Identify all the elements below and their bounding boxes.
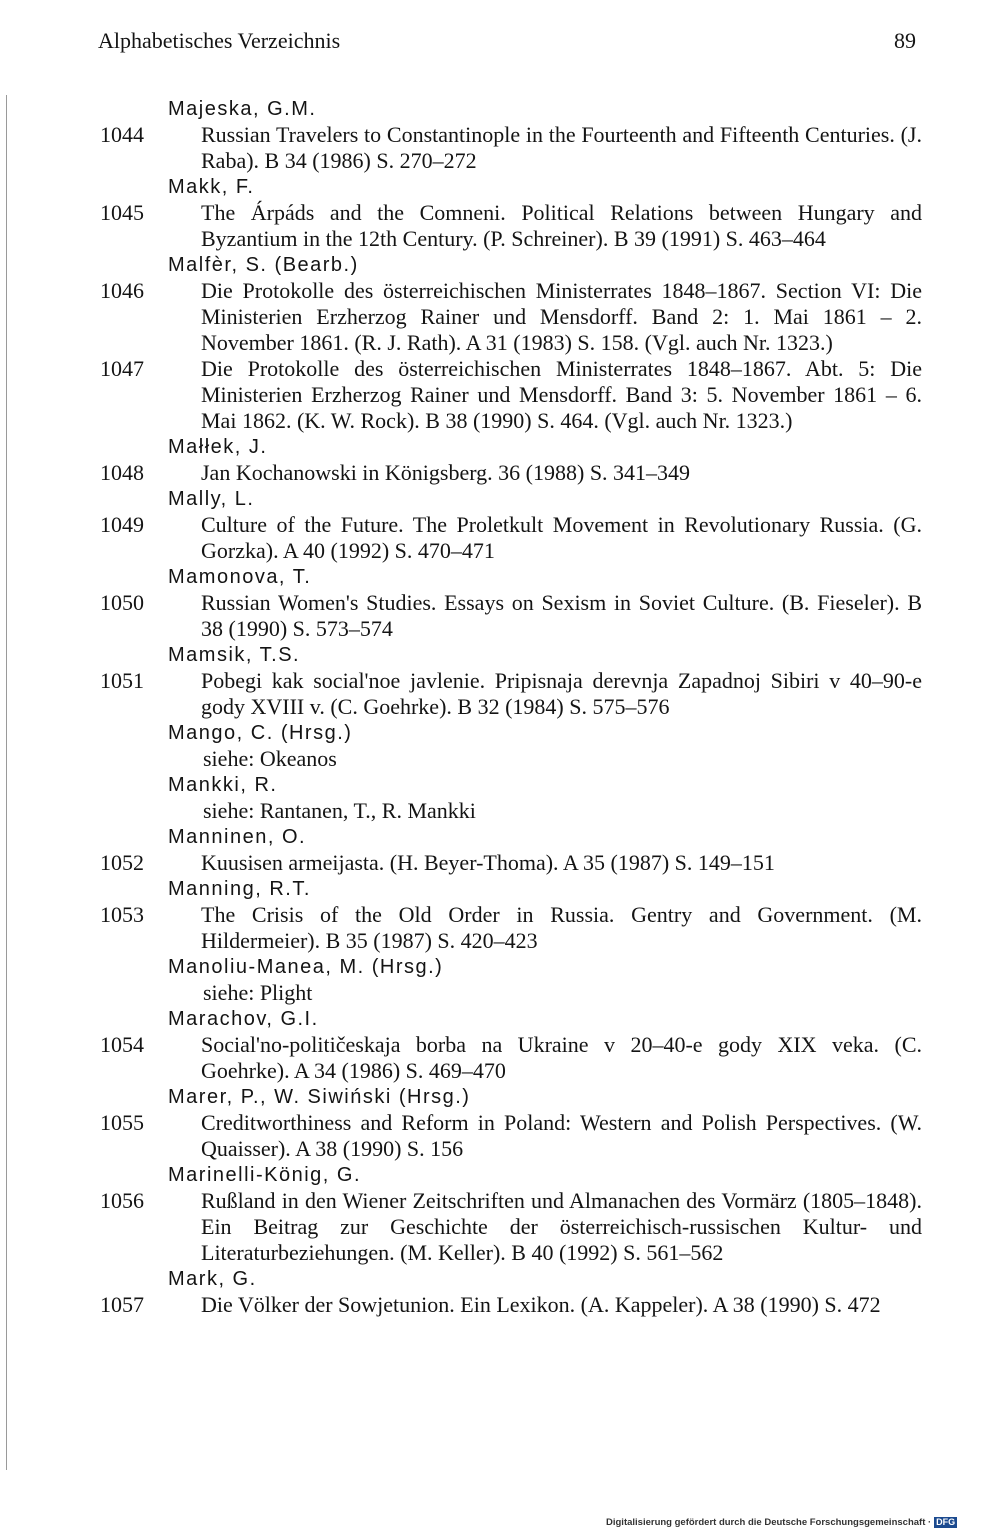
entry-number: 1048 (100, 460, 144, 485)
author-heading: Mango, C. (Hrsg.) (168, 722, 353, 744)
entry-text: Die Protokolle des österreichischen Ministerrates 1848–1867. Section VI: Die Ministerien Erzherzog Rainer und Mensdorff. Band 2: 1. Mai 1861 – 2. November 1861. (R. J. Rath). A 31 (1983) S. 158. (Vgl. auch Nr. 1323.) (201, 278, 922, 355)
entry-number: 1057 (100, 1292, 144, 1317)
entry-number: 1046 (100, 278, 144, 303)
index-entry (100, 590, 922, 642)
entry-text: Jan Kochanowski in Königsberg. 36 (1988) S. 341–349 (201, 460, 691, 485)
entry-text: Pobegi kak social'noe javlenie. Pripisnaja derevnja Zapadnoj Sibiri v 40–90-e gody XVIII v. (C. Goehrke). B 32 (1984) S. 575–576 (201, 668, 922, 719)
entry-text: The Crisis of the Old Order in Russia. Gentry and Government. (M. Hildermeier). B 35 (1987) S. 420–423 (201, 902, 922, 953)
page-number: 89 (894, 28, 916, 53)
entry-text: Social'no-političeskaja borba na Ukraine v 20–40-e gody XIX veka. (C. Goehrke). A 34 (1986) S. 469–470 (201, 1032, 922, 1083)
author-heading: Majeska, G.M. (168, 98, 317, 120)
entry-number: 1050 (100, 590, 144, 615)
index-entry (100, 1032, 922, 1084)
index-entry (100, 1110, 922, 1162)
cross-reference: siehe: Okeanos (203, 746, 337, 771)
index-entry (100, 850, 922, 876)
entry-text: Die Völker der Sowjetunion. Ein Lexikon. (A. Kappeler). A 38 (1990) S. 472 (201, 1292, 881, 1317)
author-heading: Mally, L. (168, 488, 255, 510)
author-heading: Małłek, J. (168, 436, 268, 458)
index-entry (100, 512, 922, 564)
entry-number: 1052 (100, 850, 144, 875)
index-entry (100, 668, 922, 720)
index-entry (100, 902, 922, 954)
entry-text: Creditworthiness and Reform in Poland: Western and Polish Perspectives. (W. Quaisser). A 38 (1990) S. 156 (201, 1110, 922, 1161)
entry-text: Culture of the Future. The Proletkult Movement in Revolutionary Russia. (G. Gorzka). A 40 (1992) S. 470–471 (201, 512, 922, 563)
entry-text: Russian Women's Studies. Essays on Sexism in Soviet Culture. (B. Fieseler). B 38 (1990) S. 573–574 (201, 590, 922, 641)
index-entry (100, 1292, 922, 1318)
running-head: Alphabetisches Verzeichnis (98, 28, 341, 53)
author-heading: Makk, F. (168, 176, 255, 198)
author-heading: Manning, R.T. (168, 878, 311, 900)
index-entry (100, 122, 922, 174)
author-heading: Marer, P., W. Siwiński (Hrsg.) (168, 1086, 471, 1108)
entry-number: 1054 (100, 1032, 144, 1057)
entry-number: 1056 (100, 1188, 144, 1213)
entry-number: 1044 (100, 122, 144, 147)
author-heading: Mankki, R. (168, 774, 278, 796)
entry-text: Rußland in den Wiener Zeitschriften und Almanachen des Vormärz (1805–1848). Ein Beitrag zur Geschichte der österreichisch-russischen Kultur- und Literaturbeziehungen. (M. Keller). B 40 (1992) S. 561–562 (201, 1188, 922, 1265)
author-heading: Manoliu-Manea, M. (Hrsg.) (168, 956, 444, 978)
entry-number: 1051 (100, 668, 144, 693)
entry-number: 1053 (100, 902, 144, 927)
cross-reference: siehe: Plight (203, 980, 313, 1005)
index-entry (100, 1188, 922, 1266)
author-heading: Manninen, O. (168, 826, 307, 848)
entry-text: Russian Travelers to Constantinople in the Fourteenth and Fifteenth Centuries. (J. Raba). B 34 (1986) S. 270–272 (201, 122, 922, 173)
footer-text: Digitalisierung gefördert durch die Deutsche Forschungsgemeinschaft · (606, 1517, 932, 1529)
entry-text: Die Protokolle des österreichischen Ministerrates 1848–1867. Abt. 5: Die Ministerien Erzherzog Rainer und Mensdorff. Band 3: 5. November 1861 – 6. Mai 1862. (K. W. Rock). B 38 (1990) S. 464. (Vgl. auch Nr. 1323.) (201, 356, 922, 433)
index-entries (100, 96, 922, 1318)
author-heading: Marinelli-König, G. (168, 1164, 362, 1186)
author-heading: Malfèr, S. (Bearb.) (168, 254, 359, 276)
digitization-footer (606, 1517, 957, 1528)
index-entry (100, 200, 922, 252)
dfg-logo: DFG (936, 1517, 956, 1527)
author-heading: Mamsik, T.S. (168, 644, 301, 666)
index-entry (100, 356, 922, 434)
entry-number: 1047 (100, 356, 144, 381)
author-heading: Marachov, G.I. (168, 1008, 319, 1030)
index-entry (100, 278, 922, 356)
author-heading: Mark, G. (168, 1268, 257, 1290)
page-edge-line (6, 95, 7, 1470)
index-entry (100, 460, 922, 486)
entry-text: The Árpáds and the Comneni. Political Relations between Hungary and Byzantium in the 12th Century. (P. Schreiner). B 39 (1991) S. 463–464 (201, 200, 922, 251)
entry-number: 1055 (100, 1110, 144, 1135)
entry-text: Kuusisen armeijasta. (H. Beyer-Thoma). A 35 (1987) S. 149–151 (201, 850, 775, 875)
cross-reference: siehe: Rantanen, T., R. Mankki (203, 798, 476, 823)
entry-number: 1045 (100, 200, 144, 225)
author-heading: Mamonova, T. (168, 566, 312, 588)
entry-number: 1049 (100, 512, 144, 537)
